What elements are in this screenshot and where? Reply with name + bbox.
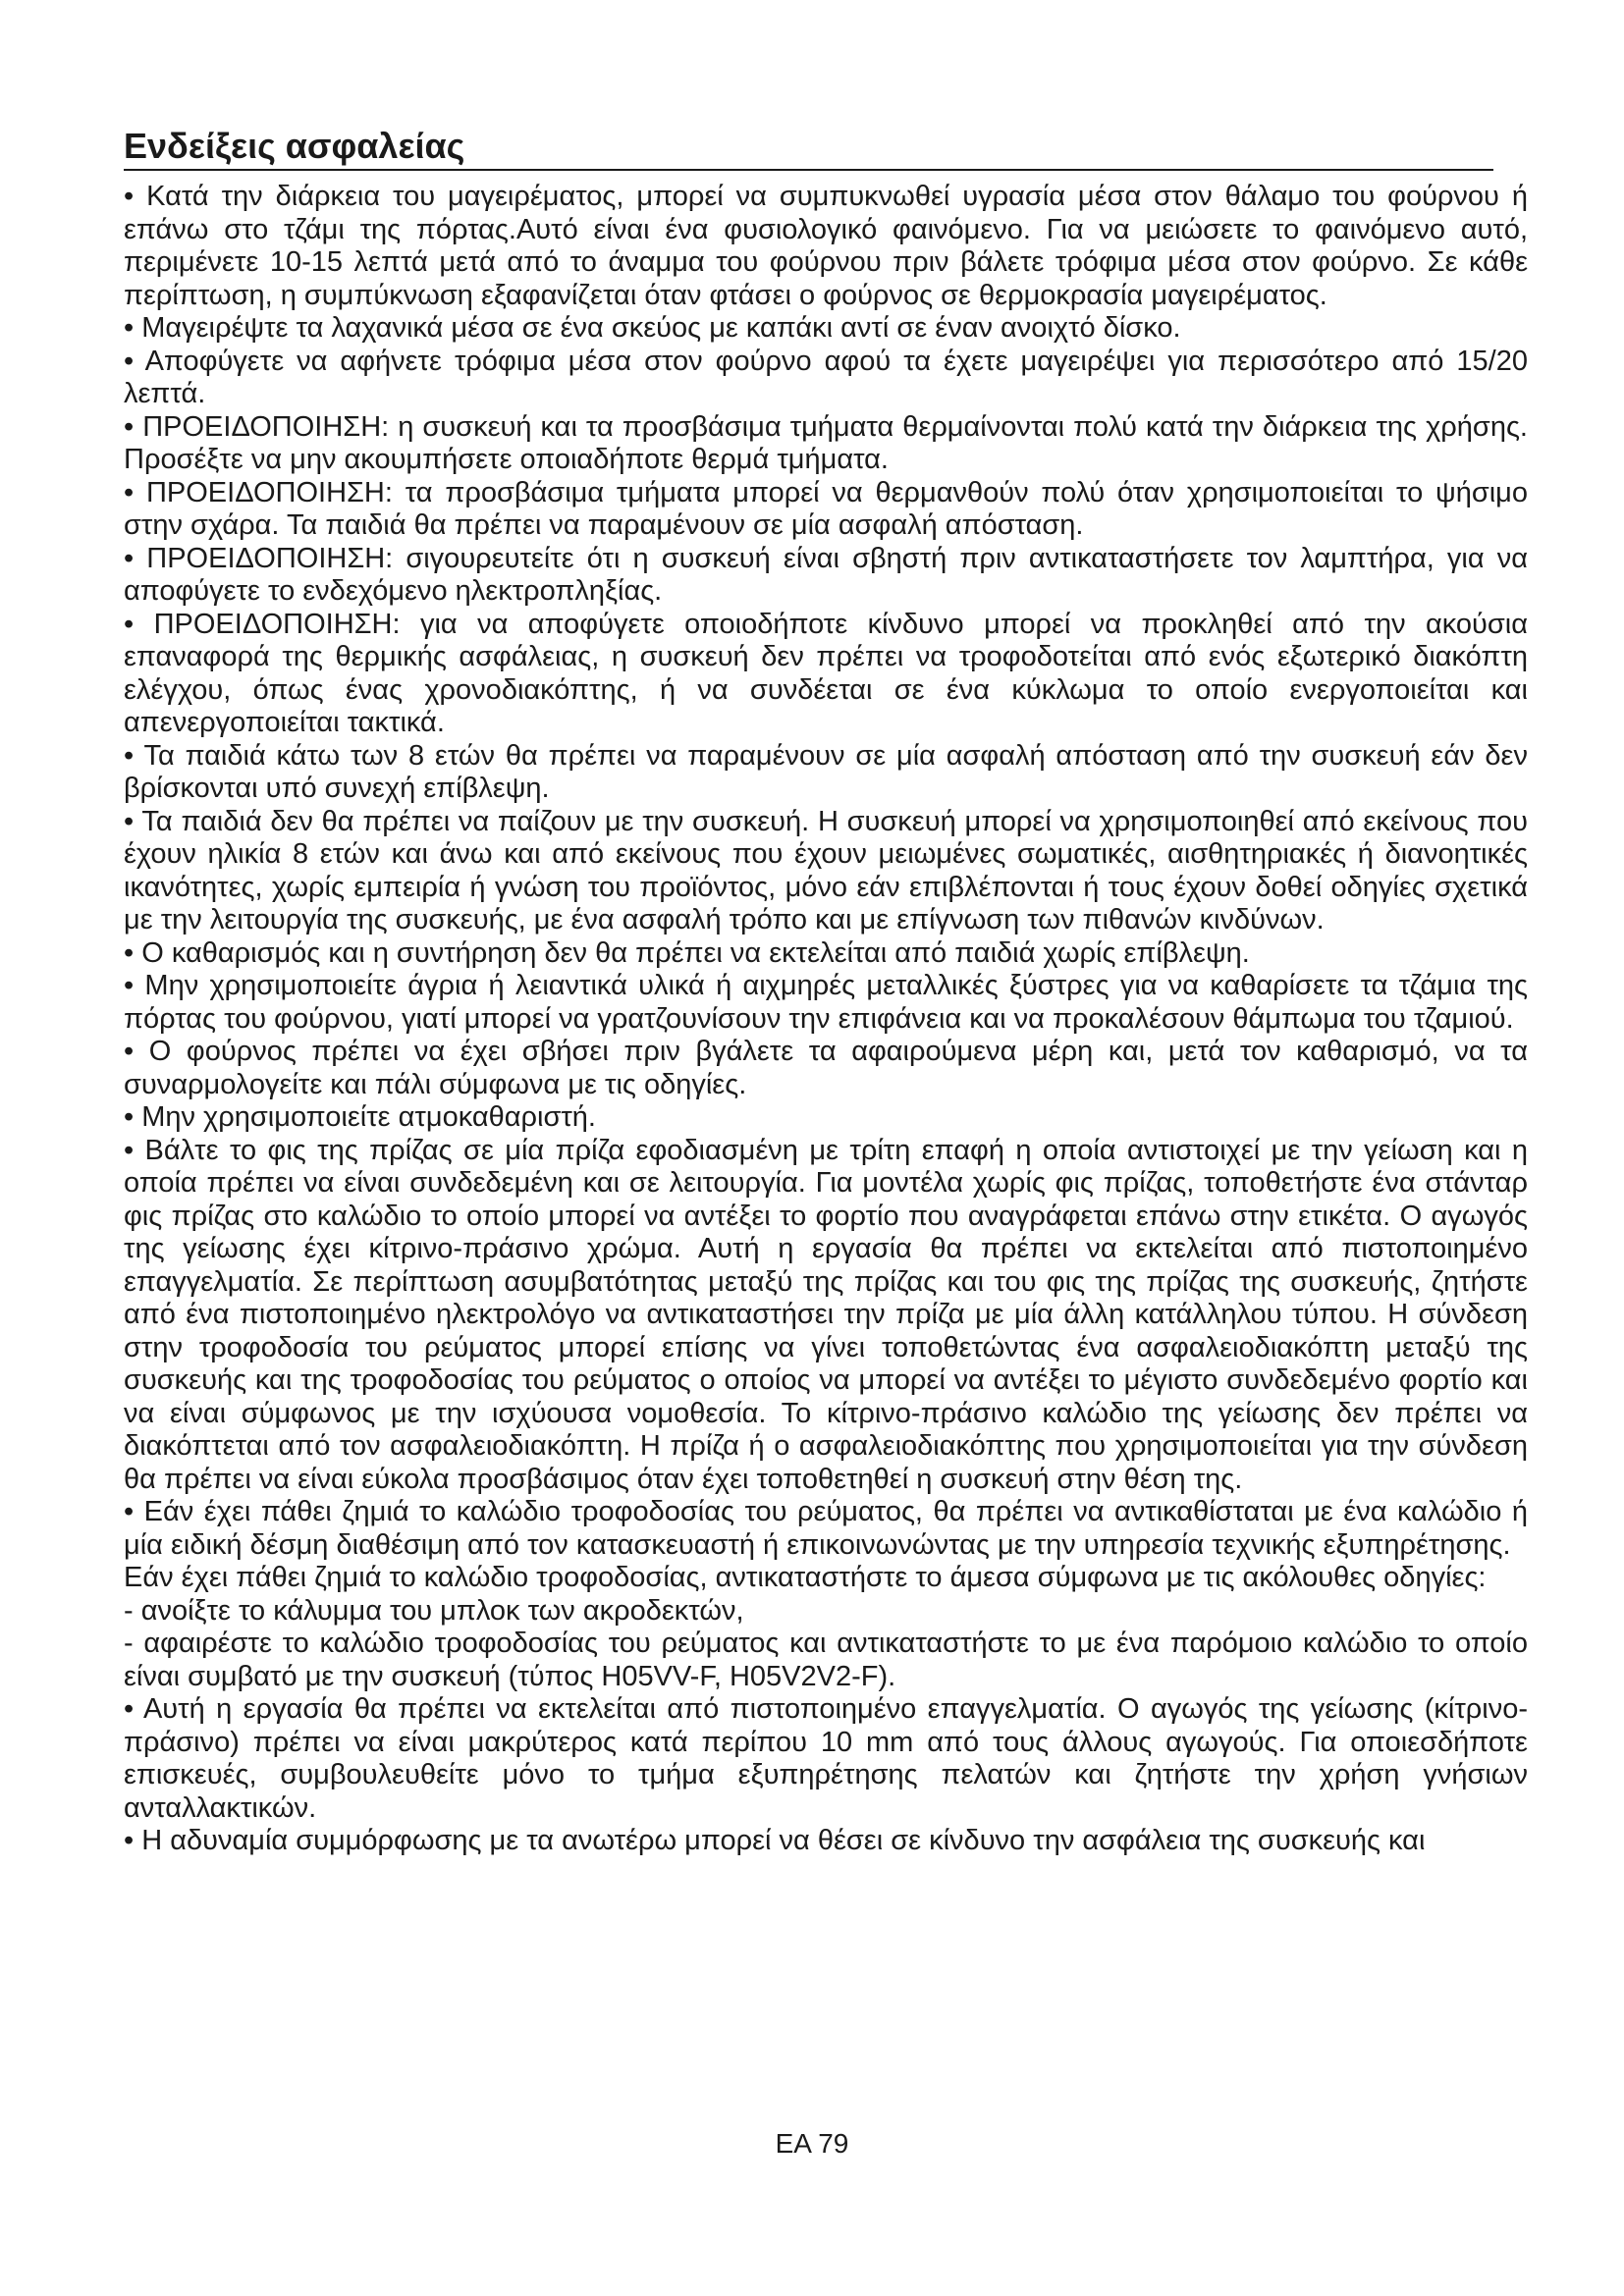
safety-instructions bbox=[124, 181, 1528, 1858]
paragraph: • ΠΡΟΕΙΔΟΠΟΙΗΣΗ: η συσκευή και τα προσβάσιμα τμήματα θερμαίνονται πολύ κατά την διάρκεια της χρήσης. Προσέξτε να μην ακουμπήσετε οποιαδήποτε θερμά τμήματα. bbox=[124, 410, 1528, 475]
paragraph: • Εάν έχει πάθει ζημιά το καλώδιο τροφοδοσίας του ρεύματος, θα πρέπει να αντικαθίσταται με ένα καλώδιο ή μία ειδική δέσμη διαθέσιμη από τον κατασκευαστή ή επικοινωνώντας με την υπηρεσία τεχνικής εξυπηρέτησης. bbox=[124, 1496, 1528, 1561]
paragraph: • Μαγειρέψτε τα λαχανικά μέσα σε ένα σκεύος με καπάκι αντί σε έναν ανοιχτό δίσκο. bbox=[124, 312, 1181, 344]
paragraph: • ΠΡΟΕΙΔΟΠΟΙΗΣΗ: για να αποφύγετε οποιοδήποτε κίνδυνο μπορεί να προκληθεί από την ακούσια επαναφορά της θερμικής ασφάλειας, η συσκευή δεν πρέπει να τροφοδοτείται από ενός εξωτερικό διακόπτη ελέγχου, όπως ένας χρονοδιακόπτης, ή να συνδέεται σε ένα κύκλωμα το οποίο ενεργοποιείται και απενεργοποιείται τακτικά. bbox=[124, 608, 1528, 738]
paragraph: • Τα παιδιά κάτω των 8 ετών θα πρέπει να παραμένουν σε μία ασφαλή απόσταση από την συσκευή εάν δεν βρίσκονται υπό συνεχή επίβλεψη. bbox=[124, 739, 1528, 804]
paragraph: • Η αδυναμία συμμόρφωσης με τα ανωτέρω μπορεί να θέσει σε κίνδυνο την ασφάλεια της συσκευής και bbox=[124, 1825, 1426, 1856]
paragraph: • Ο φούρνος πρέπει να έχει σβήσει πριν βγάλετε τα αφαιρούμενα μέρη και, μετά τον καθαρισμό, να τα συναρμολογείτε και πάλι σύμφωνα με τις οδηγίες. bbox=[124, 1036, 1528, 1100]
paragraph: • Αποφύγετε να αφήνετε τρόφιμα μέσα στον φούρνο αφού τα έχετε μαγειρέψει για περισσότερο από 15/20 λεπτά. bbox=[124, 345, 1528, 409]
paragraph: • Τα παιδιά δεν θα πρέπει να παίζουν με την συσκευή. Η συσκευή μπορεί να χρησιμοποιηθεί από εκείνους που έχουν ηλικία 8 ετών και άνω και από εκείνους που έχουν μειωμένες σωματικές, αισθητηριακές ή διανοητικές ικανότητες, χωρίς εμπειρία ή γνώση του προϊόντος, μόνο εάν επιβλέπονται ή τους έχουν δοθεί οδηγίες σχετικά με την λειτουργία της συσκευής, με ένα ασφαλή τρόπο και με επίγνωση των πιθανών κινδύνων. bbox=[124, 805, 1528, 935]
page-number: EA 79 bbox=[775, 2128, 849, 2159]
paragraph: • Κατά την διάρκεια του μαγειρέματος, μπορεί να συμπυκνωθεί υγρασία μέσα στον θάλαμο του φούρνου ή επάνω στο τζάμι της πόρτας.Αυτό είναι ένα φυσιολογικό φαινόμενο. Για να μειώσετε το φαινόμενο αυτό, περιμένετε 10-15 λεπτά μετά από το άναμμα του φούρνου πριν βάλετε τρόφιμα μέσα στον φούρνο. Σε κάθε περίπτωση, η συμπύκνωση εξαφανίζεται όταν φτάσει ο φούρνος σε θερμοκρασία μαγειρέματος. bbox=[124, 181, 1528, 311]
paragraph: • Μην χρησιμοποιείτε άγρια ή λειαντικά υλικά ή αιχμηρές μεταλλικές ξύστρες για να καθαρίσετε τα τζάμια της πόρτας του φούρνου, γιατί μπορεί να γρατζουνίσουν την επιφάνεια και να προκαλέσουν θάμπωμα του τζαμιού. bbox=[124, 970, 1528, 1035]
section-heading: Ενδείξεις ασφαλείας bbox=[124, 126, 1493, 171]
paragraph: • Μην χρησιμοποιείτε ατμοκαθαριστή. bbox=[124, 1101, 596, 1133]
paragraph: • Βάλτε το φις της πρίζας σε μία πρίζα εφοδιασμένη με τρίτη επαφή η οποία αντιστοιχεί με την γείωση και η οποία πρέπει να είναι συνδεδεμένη και σε λειτουργία. Για μοντέλα χωρίς φις πρίζας, τοποθετήστε ένα στάνταρ φις πρίζας στο καλώδιο το οποίο μπορεί να αντέξει το φορτίο που αναγράφεται επάνω στην ετικέτα. Ο αγωγός της γείωσης έχει κίτρινο-πράσινο χρώμα. Αυτή η εργασία θα πρέπει να εκτελείται από πιστοποιημένο επαγγελματία. Σε περίπτωση ασυμβατότητας μεταξύ της πρίζας και του φις της πρίζας της συσκευής, ζητήστε από ένα πιστοποιημένο ηλεκτρολόγο να αντικαταστήσει την πρίζα με μία άλλη κατάλληλου τύπου. Η σύνδεση στην τροφοδοσία του ρεύματος μπορεί επίσης να γίνει τοποθετώντας ένα ασφαλειοδιακόπτη μεταξύ της συσκευής και της τροφοδοσίας του ρεύματος ο οποίος να μπορεί να αντέξει το μέγιστο συνδεδεμένο φορτίο και να είναι σύμφωνος με την ισχύουσα νομοθεσία. Το κίτρινο-πράσινο καλώδιο της γείωσης δεν πρέπει να διακόπτεται από τον ασφαλειοδιακόπτη. Η πρίζα ή ο ασφαλειοδιακόπτης που χρησιμοποιείται για την σύνδεση θα πρέπει να είναι εύκολα προσβάσιμος όταν έχει τοποθετηθεί η συσκευή στην θέση της. bbox=[124, 1134, 1528, 1495]
paragraph: - ανοίξτε το κάλυμμα του μπλοκ των ακροδεκτών, bbox=[124, 1594, 744, 1627]
paragraph: • Αυτή η εργασία θα πρέπει να εκτελείται από πιστοποιημένο επαγγελματία. Ο αγωγός της γείωσης (κίτρινο-πράσινο) πρέπει να είναι μακρύτερος κατά περίπου 10 mm από τους άλλους αγωγούς. Για οποιεσδήποτε επισκευές, συμβουλευθείτε μόνο το τμήμα εξυπηρέτησης πελατών και ζητήστε την χρήση γνήσιων ανταλλακτικών. bbox=[124, 1693, 1528, 1824]
paragraph: • ΠΡΟΕΙΔΟΠΟΙΗΣΗ: σιγουρευτείτε ότι η συσκευή είναι σβηστή πριν αντικαταστήσετε τον λαμπτήρα, για να αποφύγετε το ενδεχόμενο ηλεκτροπληξίας. bbox=[124, 542, 1528, 607]
paragraph: Εάν έχει πάθει ζημιά το καλώδιο τροφοδοσίας, αντικαταστήστε το άμεσα σύμφωνα με τις ακόλουθες οδηγίες: bbox=[124, 1562, 1487, 1593]
paragraph: • Ο καθαρισμός και η συντήρηση δεν θα πρέπει να εκτελείται από παιδιά χωρίς επίβλεψη. bbox=[124, 936, 1250, 969]
paragraph: - αφαιρέστε το καλώδιο τροφοδοσίας του ρεύματος και αντικαταστήστε το με ένα παρόμοιο καλώδιο το οποίο είναι συμβατό με την συσκευή (τύπος H05VV-F, H05V2V2-F). bbox=[124, 1628, 1528, 1692]
paragraph: • ΠΡΟΕΙΔΟΠΟΙΗΣΗ: τα προσβάσιμα τμήματα μπορεί να θερμανθούν πολύ όταν χρησιμοποιείται το ψήσιμο στην σχάρα. Τα παιδιά θα πρέπει να παραμένουν σε μία ασφαλή απόσταση. bbox=[124, 476, 1528, 541]
